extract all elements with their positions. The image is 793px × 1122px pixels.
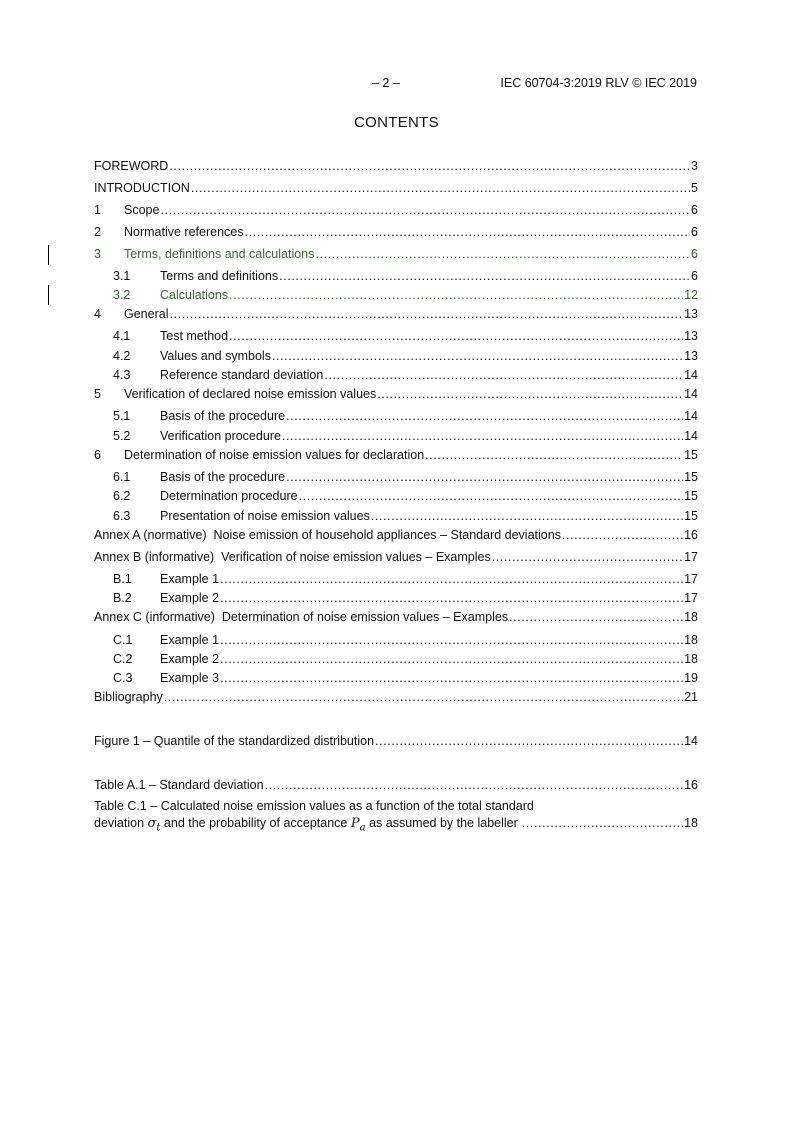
toc-page: 5	[691, 181, 698, 195]
toc-label: Terms, definitions and calculations	[124, 247, 315, 261]
toc-entry-terms-and-definitions[interactable]	[113, 268, 698, 284]
toc-page: 6	[691, 203, 698, 217]
leader-dots	[509, 609, 683, 625]
leader-dots	[492, 549, 683, 565]
change-bar	[48, 285, 49, 305]
toc-page: 15	[684, 509, 698, 523]
toc-label: Reference standard deviation	[160, 368, 324, 382]
toc-number: B.1	[113, 572, 132, 586]
toc-page: 14	[684, 429, 698, 443]
leader-dots	[377, 386, 683, 402]
toc-page: 13	[684, 329, 698, 343]
toc-label: Example 2	[160, 591, 220, 605]
toc-label: Example 1	[160, 633, 220, 647]
toc-entry-annex-b[interactable]	[94, 549, 698, 565]
toc-page: 17	[684, 572, 698, 586]
toc-label: FOREWORD	[94, 159, 169, 173]
toc-number: B.2	[113, 591, 132, 605]
toc-label: Bibliography	[94, 690, 163, 704]
toc-page: 14	[684, 387, 698, 401]
toc-entry-b1[interactable]	[113, 571, 698, 587]
leader-dots	[279, 268, 690, 284]
leader-dots	[265, 777, 684, 793]
toc-entry-basis-of-procedure-5[interactable]	[113, 408, 698, 424]
leader-dots	[286, 408, 683, 424]
toc-entry-c1[interactable]	[113, 632, 698, 648]
standard-reference: IEC 60704-3:2019 RLV © IEC 2019	[500, 76, 697, 90]
toc-number: 6.3	[113, 509, 131, 523]
toc-label: Annex C (informative) Determination of noise emission values – Examples	[94, 610, 509, 624]
toc-entry-scope[interactable]	[94, 202, 698, 218]
toc-label: Verification procedure	[160, 429, 281, 443]
toc-page: 15	[684, 489, 698, 503]
toc-label: Determination of noise emission values for declaration	[124, 448, 425, 462]
toc-entry-values-and-symbols[interactable]	[113, 348, 698, 364]
p-subscript: a	[359, 822, 366, 834]
figure-label: Figure 1 – Quantile of the standardized distribution	[94, 734, 375, 748]
toc-number: 6.2	[113, 489, 131, 503]
toc-entry-determination[interactable]	[94, 447, 698, 463]
toc-label: Determination procedure	[160, 489, 298, 503]
toc-entry-presentation[interactable]	[113, 508, 698, 524]
leader-dots	[286, 469, 683, 485]
toc-number: 5	[94, 387, 101, 401]
toc-number: 4.2	[113, 349, 131, 363]
leader-dots	[220, 651, 683, 667]
leader-dots	[315, 246, 690, 262]
toc-number: C.2	[113, 652, 133, 666]
toc-label: Scope	[124, 203, 160, 217]
leader-dots	[164, 689, 683, 705]
toc-number: 5.2	[113, 429, 131, 443]
toc-label: Verification of declared noise emission values	[124, 387, 377, 401]
text-fragment: as assumed by the labeller	[369, 816, 518, 830]
table-label: Table A.1 – Standard deviation	[94, 778, 264, 792]
table-entry-c1[interactable]	[94, 798, 698, 837]
toc-number: 3	[94, 247, 101, 261]
toc-number: 1	[94, 203, 101, 217]
toc-label: Basis of the procedure	[160, 470, 286, 484]
leader-dots	[229, 287, 683, 303]
leader-dots	[220, 590, 683, 606]
toc-number: 4.3	[113, 368, 131, 382]
figure-entry-1[interactable]	[94, 733, 698, 749]
toc-page: 14	[684, 368, 698, 382]
leader-dots	[220, 670, 683, 686]
leader-dots	[160, 202, 690, 218]
toc-number: C.3	[113, 671, 133, 685]
toc-number: 2	[94, 225, 101, 239]
toc-entry-annex-c[interactable]	[94, 609, 698, 625]
toc-entry-normative-references[interactable]	[94, 224, 698, 240]
toc-page: 18	[684, 610, 698, 624]
toc-page: 13	[684, 349, 698, 363]
toc-label: Example 3	[160, 671, 220, 685]
toc-label: Normative references	[124, 225, 244, 239]
toc-entry-annex-a[interactable]	[94, 527, 698, 543]
toc-page: 17	[684, 550, 698, 564]
toc-entry-c3[interactable]	[113, 670, 698, 686]
toc-label: Presentation of noise emission values	[160, 509, 370, 523]
toc-entry-verification[interactable]	[94, 386, 698, 402]
table-label-line2	[94, 815, 698, 837]
leader-dots	[522, 815, 683, 831]
toc-entry-general[interactable]	[94, 306, 698, 322]
toc-label: Values and symbols	[160, 349, 271, 363]
toc-page: 17	[684, 591, 698, 605]
page-title: CONTENTS	[354, 114, 439, 131]
toc-page: 15	[684, 448, 698, 462]
figure-page: 14	[684, 734, 698, 748]
toc-page: 3	[691, 159, 698, 173]
toc-number: 6	[94, 448, 101, 462]
toc-page: 14	[684, 409, 698, 423]
toc-entry-terms-definitions-calculations[interactable]	[94, 246, 698, 262]
toc-label: General	[124, 307, 169, 321]
leader-dots	[220, 632, 683, 648]
toc-entry-calculations[interactable]	[113, 287, 698, 303]
toc-entry-reference-standard-deviation[interactable]	[113, 367, 698, 383]
toc-entry-foreword[interactable]	[94, 158, 698, 174]
leader-dots	[272, 348, 683, 364]
p-symbol	[351, 815, 366, 837]
leader-dots	[169, 306, 683, 322]
toc-page: 12	[684, 288, 698, 302]
toc-page: 16	[684, 528, 698, 542]
leader-dots	[324, 367, 683, 383]
leader-dots	[220, 571, 683, 587]
text-fragment: deviation	[94, 816, 145, 830]
toc-number: 5.1	[113, 409, 131, 423]
toc-page: 6	[691, 225, 698, 239]
table-label-line1: Table C.1 – Calculated noise emission values as a function of the total standard	[94, 799, 534, 813]
toc-number: 6.1	[113, 470, 131, 484]
toc-entry-verification-procedure[interactable]	[113, 428, 698, 444]
toc-page: 21	[684, 690, 698, 704]
change-bar	[48, 245, 49, 265]
toc-number: 3.2	[113, 288, 131, 302]
table-page: 18	[684, 816, 698, 830]
leader-dots	[169, 158, 690, 174]
leader-dots	[425, 447, 683, 463]
leader-dots	[562, 527, 683, 543]
text-fragment: and the probability of acceptance	[163, 816, 348, 830]
page-number: – 2 –	[372, 76, 400, 90]
leader-dots	[299, 488, 684, 504]
toc-label: Terms and definitions	[160, 269, 279, 283]
toc-page: 18	[684, 652, 698, 666]
toc-entry-basis-of-procedure-6[interactable]	[113, 469, 698, 485]
sigma-letter: σ	[147, 816, 157, 831]
toc-entry-determination-procedure[interactable]	[113, 488, 698, 504]
toc-entry-c2[interactable]	[113, 651, 698, 667]
toc-page: 13	[684, 307, 698, 321]
table-page: 16	[684, 778, 698, 792]
toc-label: Example 2	[160, 652, 220, 666]
toc-label: INTRODUCTION	[94, 181, 190, 195]
toc-page: 18	[684, 633, 698, 647]
leader-dots	[371, 508, 683, 524]
p-letter: P	[350, 816, 360, 831]
sigma-subscript: t	[156, 822, 161, 834]
toc-label: Annex B (informative) Verification of noise emission values – Examples	[94, 550, 491, 564]
toc-entry-introduction[interactable]	[94, 180, 698, 196]
toc-entry-test-method[interactable]	[113, 328, 698, 344]
toc-number: C.1	[113, 633, 133, 647]
leader-dots	[191, 180, 690, 196]
toc-label: Annex A (normative) Noise emission of household appliances – Standard deviations	[94, 528, 561, 542]
leader-dots	[229, 328, 683, 344]
toc-label: Calculations	[160, 288, 229, 302]
toc-label: Test method	[160, 329, 229, 343]
toc-page: 15	[684, 470, 698, 484]
leader-dots	[245, 224, 691, 240]
toc-entry-bibliography[interactable]	[94, 689, 698, 705]
leader-dots	[282, 428, 683, 444]
toc-label: Example 1	[160, 572, 220, 586]
toc-number: 4.1	[113, 329, 131, 343]
sigma-symbol	[148, 815, 161, 837]
table-entry-a1[interactable]	[94, 777, 698, 793]
toc-entry-b2[interactable]	[113, 590, 698, 606]
leader-dots	[375, 733, 683, 749]
toc-page: 19	[684, 671, 698, 685]
toc-number: 4	[94, 307, 101, 321]
toc-number: 3.1	[113, 269, 131, 283]
toc-label: Basis of the procedure	[160, 409, 286, 423]
toc-page: 6	[691, 269, 698, 283]
toc-page: 6	[691, 247, 698, 261]
